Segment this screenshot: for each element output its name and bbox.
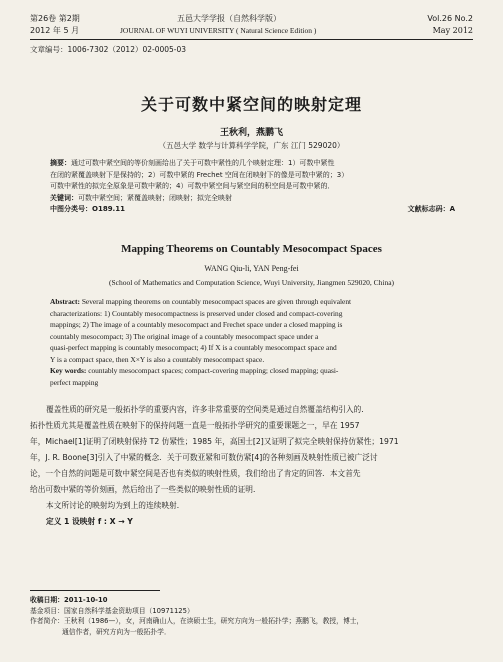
header-date-cn: 2012 年 5 月 [30,26,80,35]
body-line: 论，一个自然的问题是可数中紧空间是否也有类似的映射性质，我们给出了肯定的回答．本文首先 [30,469,361,478]
title-en: Mapping Theorems on Countably Mesocompact Spaces [121,243,382,255]
abstract-en-line: characterizations: 1) Countably mesocompactness is preserved under closed and compact-covering [50,308,343,318]
document-code: 文献标志码：A [407,205,455,213]
abstract-cn-line: 可数中紧性的拟完全原象是可数中紧的；4）可数中紧空间与紧空间的积空间是可数中紧的． [50,182,335,190]
article-id: 文章编号：1006-7302（2012）02-0005-03 [30,45,187,54]
abstract-cn-line: 在闭的紧覆盖映射下是保持的；2）可数中紧的 Frechet 空间在闭映射下的像是可数中紧的；3） [50,170,349,179]
body-text [30,402,475,530]
abstract-cn-line: 通过可数中紧空间的等价刻画给出了关于可数中紧性的几个映射定理：1）可数中紧性 [71,159,335,167]
body-line: 年，J. R. Boone[3]引入了中紧的概念．关于可数亚紧和可数仿紧[4]的各种刻画及映射性质已被广泛讨 [30,453,378,462]
keywords-en-line: perfect mapping [50,377,99,387]
header-journal-cn: 五邑大学学报（自然科学版） [177,14,281,23]
footnote-rule [30,590,160,591]
affiliation-cn: （五邑大学 数学与计算科学学院，广东 江门 529020） [158,141,345,150]
keywords-cn-text: 可数中紧空间；紧覆盖映射；闭映射；拟完全映射 [78,193,232,202]
body-line: 拓扑性质尤其是覆盖性质在映射下的保持问题一直是一般拓扑学研究的重要课题之一，早在 1957 [30,421,360,430]
title-cn: 关于可数中紧空间的映射定理 [140,95,362,114]
keywords-en-label: Key words: [50,366,87,375]
clc-code: 中图分类号：O189.11 [50,205,125,213]
abstract-en-line: Several mapping theorems on countably mesocompact spaces are given through equivalent [79,297,352,306]
header-vol-en: Vol.26 No.2 [427,14,473,23]
abstract-en-line: Y is a compact space, then X×Y is also a countably mesocompact space. [50,354,265,364]
footnotes [30,595,475,637]
body-line: 年，Michael[1]证明了闭映射保持 T2 仿紧性；1985 年，高国士[2]又证明了拟完全映射保持仿紧性；1971 [30,437,399,446]
body-line: 给出可数中紧的等价刻画，然后给出了一些类似的映射性质的证明． [30,485,261,494]
abstract-en [50,296,455,388]
body-line: 本文所讨论的映射均为到上的连续映射． [46,501,185,510]
authors-en: WANG Qiu-li, YAN Peng-fei [204,264,299,273]
abstract-en-line: mappings; 2) The image of a countably mesocompact and Frechet space under a closed mapping is [50,320,343,329]
header-date-en: May 2012 [432,26,473,35]
authors-cn: 王秋利，燕鹏飞 [219,128,283,138]
header-volume: 第26卷 第2期 [30,14,80,23]
received-date: 收稿日期：2011-10-10 [30,596,108,604]
author-info: 作者简介：王秋利（1986—），女，河南确山人，在读硕士生，研究方向为一般拓扑学；燕鹏飞，教授，博士， [30,617,364,625]
header-rule [30,39,473,40]
abstract-en-line: countably mesocompact; 3) The original image of a countably mesocompact space under a [50,331,319,341]
header-journal-en: JOURNAL OF WUYI UNIVERSITY ( Natural Science Edition ) [120,26,317,35]
definition-1: 定义 1 设映射 f : X → Y [46,517,133,526]
keywords-cn-label: 关键词： [50,193,78,202]
body-line: 覆盖性质的研究是一般拓扑学的重要内容，许多非常重要的空间类是通过自然覆盖结构引入的． [46,405,369,414]
author-info-cont: 通信作者，研究方向为一般拓扑学． [62,627,171,636]
abstract-en-label: Abstract: [50,297,80,306]
abstract-cn-label: 摘要： [50,159,71,167]
keywords-en-line: countably mesocompact spaces; compact-covering mapping; closed mapping; quasi- [86,366,339,375]
abstract-cn [50,158,455,216]
affiliation-en: (School of Mathematics and Computation Science, Wuyi University, Jiangmen 529020, China) [108,278,395,287]
fund-info: 基金项目：国家自然科学基金资助项目（10971125） [30,606,194,615]
abstract-en-line: quasi-perfect mapping is countably mesocompact; 4) If X is a countably mesocompact space and [50,343,337,352]
